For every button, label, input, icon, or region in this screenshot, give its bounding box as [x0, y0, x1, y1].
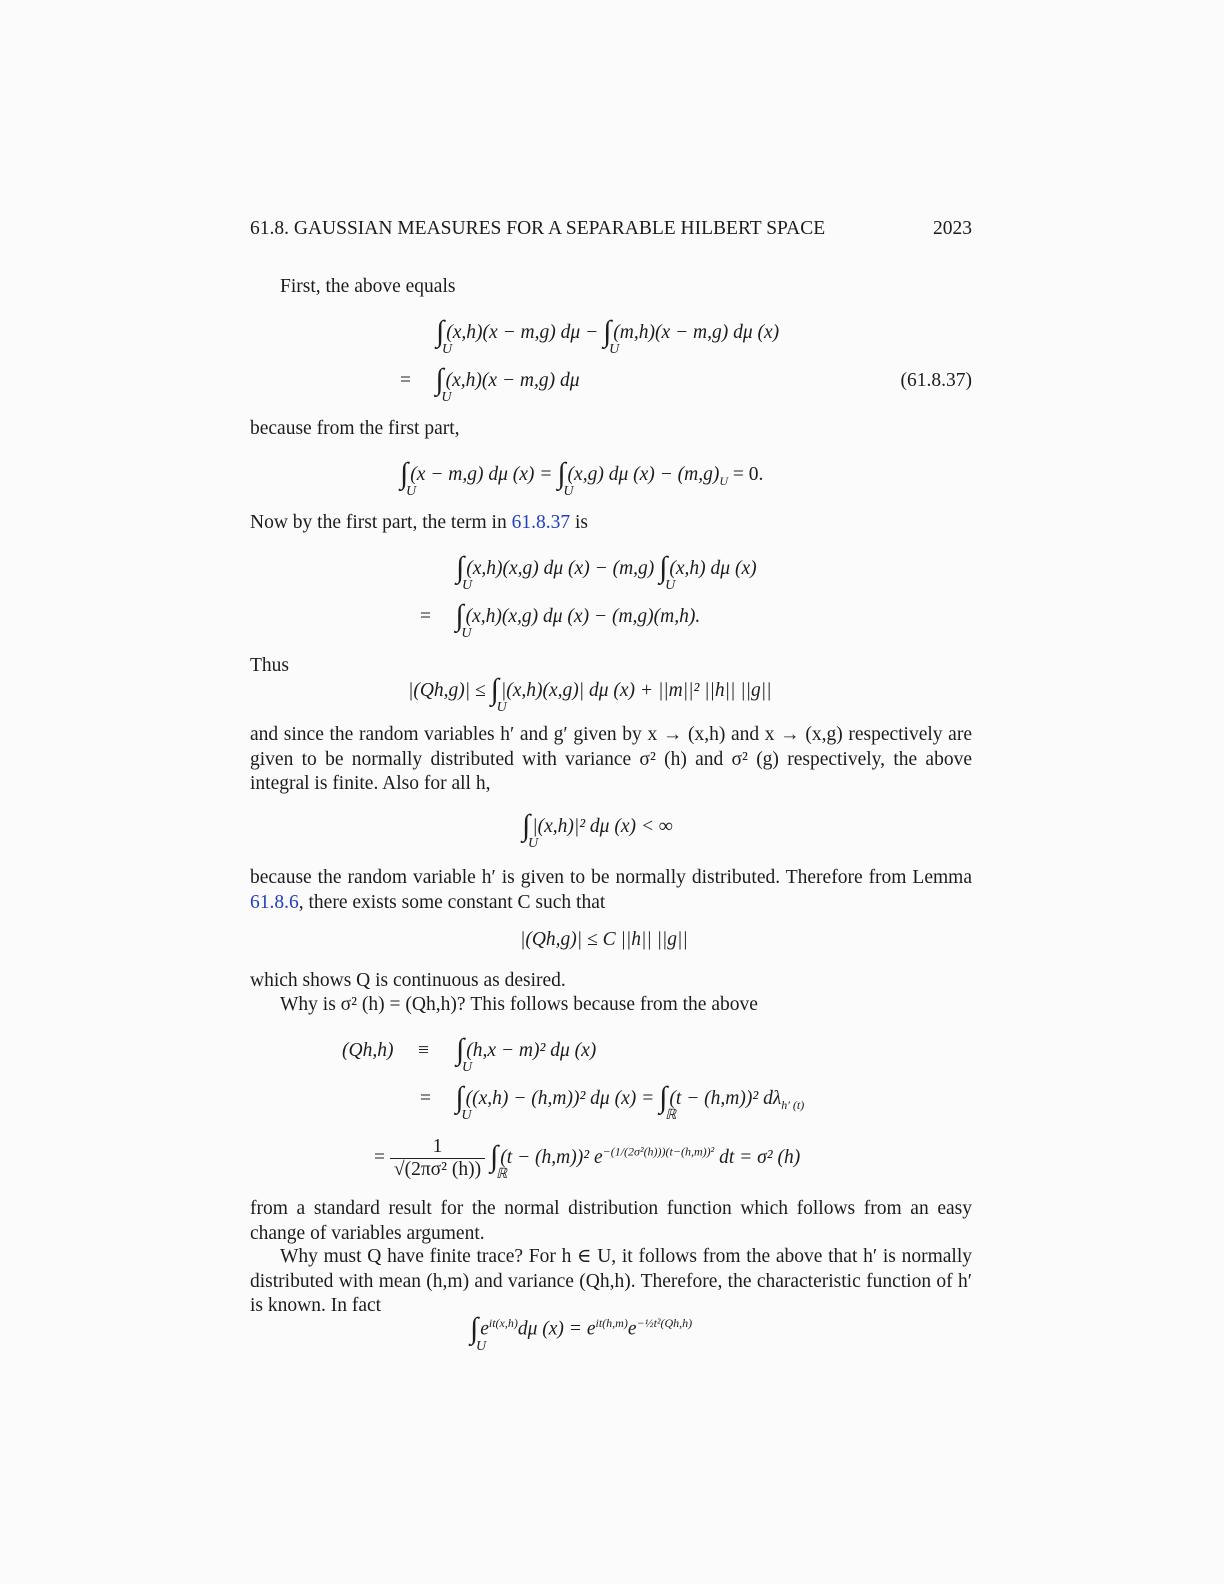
equation-characteristic-function: ∫ U $e^{it(x,h)}d\mu$ $(x) = e^{it(h,m)}e^{-\frac{1}{2}t^2(Qh,h)}$ — [470, 1311, 693, 1354]
integral-sign: ∫ U — [659, 551, 676, 593]
integral-sign: ∫ U — [436, 315, 453, 357]
integral-sign: ∫ ℝ — [659, 1081, 677, 1123]
paragraph-thus: Thus — [250, 655, 289, 676]
lemma-reference-link[interactable]: 61.8.6 — [250, 891, 299, 913]
integral-sign: ∫ U — [522, 809, 539, 851]
equation-term-line2: = ∫ U (x,h)(x,g) dμ (x) − (m,g)(m,h). — [420, 599, 701, 641]
equation-continuity-bound: |(Qh,g)| ≤ C ||h|| ||g|| — [520, 929, 688, 950]
equation-qhg-bound: |(Qh,g)| ≤ ∫ U |(x,h)(x,g)| dμ (x) + ||m||² ||h|| ||g|| — [408, 673, 772, 715]
paragraph-why-sigma: Why is σ² (h) = (Qh,h)? This follows because from the above — [280, 994, 758, 1015]
paragraph-random-variables: and since the random variables h′ and g′ given by x → (x,h) and x → (x,g) respectively are given to be normally distributed with variance σ² (h) and σ² (g) respectively, the above integral is finite. Also for all h, — [250, 724, 972, 794]
integral-sign: ∫ U — [490, 673, 507, 715]
integral-sign: ∫ U — [455, 599, 472, 641]
equation-reference-link[interactable]: 61.8.37 — [511, 512, 571, 533]
integral-sign: ∫ ℝ — [490, 1139, 508, 1182]
equation-qhh-lhs: (Qh,h) — [342, 1040, 394, 1061]
integral-sign: ∫ U — [435, 363, 452, 405]
normalizing-fraction: $\frac{1}{\text{√(2πσ² (h))}}$ — [390, 1136, 485, 1181]
integral-sign: ∫ U — [557, 457, 574, 499]
equation-number: (61.8.37) — [900, 370, 972, 391]
equation-qhh-equiv: ≡ — [418, 1040, 429, 1061]
integral-sign: ∫ U — [470, 1311, 487, 1354]
equation-qhh-line3: = $\frac{1}{\text{√(2πσ² (h))}}$ ∫ ℝ (t − (h,m))² $e^{-(1/(2\sigma^2(h)))(t-(h,m))^2}$ dt = σ² (h) — [374, 1136, 801, 1182]
paragraph-q-continuous: which shows Q is continuous as desired. — [250, 970, 566, 991]
paragraph-because-first-part: because from the first part, — [250, 418, 460, 439]
paragraph-now-by-first-part: Now by the first part, the term in 61.8.37 is — [250, 512, 588, 533]
equation-finite-second-moment: ∫ U |(x,h)|² dμ (x) < ∞ — [522, 809, 673, 851]
integral-sign: ∫ U — [456, 1033, 473, 1075]
integral-sign: ∫ U — [400, 457, 417, 499]
page-number: 2023 — [933, 218, 972, 239]
equation-qhh-line1: ∫ U (h,x − m)² dμ (x) — [456, 1033, 597, 1075]
paragraph-first-above-equals: First, the above equals — [280, 276, 456, 297]
paragraph-standard-result: from a standard result for the normal distribution function which follows from an easy change of variables argument. — [250, 1198, 972, 1244]
integral-sign: ∫ U — [603, 315, 620, 357]
paragraph-lemma-reference: because the random variable h′ is given to be normally distributed. Therefore from Lemma 61.8.6, there exists some constant C such that — [250, 867, 972, 913]
equation-qhh-line2: = ∫ U ((x,h) − (h,m))² dμ (x) = ∫ ℝ (t − (h,m))² $d\lambda_{h' (t)}$ — [420, 1081, 805, 1123]
equation-term-line1: ∫ U (x,h)(x,g) dμ (x) − (m,g) ∫ U (x,h) dμ (x) — [456, 551, 757, 593]
paragraph-finite-trace: Why must Q have finite trace? For h ∈ U, it follows from the above that h′ is normally distributed with mean (h,m) and variance (Qh,h). Therefore, the characteristic function of h′ is known. In fact — [250, 1246, 972, 1316]
integral-sign: ∫ U — [456, 551, 473, 593]
equation-61-8-37-line1: ∫ U (x,h)(x − m,g) dμ − ∫ U (m,h)(x − m,g) dμ (x) — [436, 315, 780, 357]
equation-mean-zero: ∫ U (x − m,g) dμ (x) = ∫ U (x,g) dμ $(x) - (m,g)_U = 0$. — [400, 457, 764, 499]
equation-61-8-37-line2: = ∫ U (x,h)(x − m,g) dμ — [400, 363, 580, 405]
header-title: 61.8. GAUSSIAN MEASURES FOR A SEPARABLE HILBERT SPACE — [250, 218, 826, 239]
integral-sign: ∫ U — [455, 1081, 472, 1123]
